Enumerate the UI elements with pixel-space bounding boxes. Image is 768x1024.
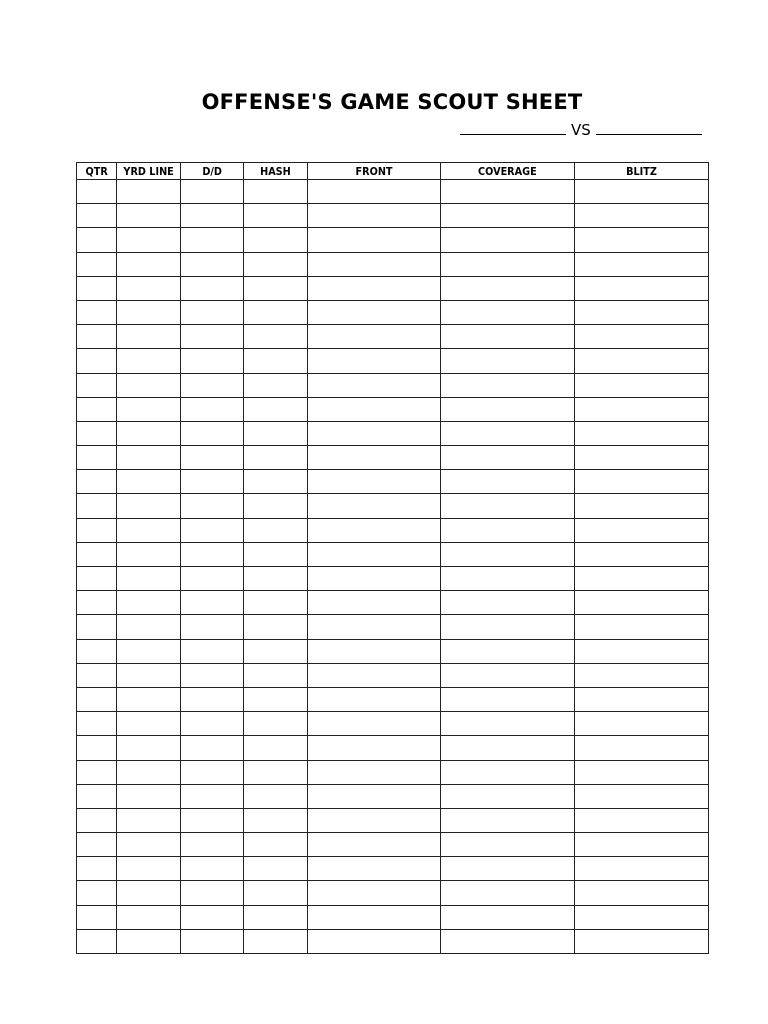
- cell-coverage[interactable]: [441, 663, 575, 687]
- cell-dd[interactable]: [181, 300, 244, 324]
- cell-front[interactable]: [308, 567, 441, 591]
- column-header-front: FRONT: [308, 163, 441, 180]
- cell-qtr[interactable]: [77, 349, 117, 373]
- cell-qtr[interactable]: [77, 446, 117, 470]
- cell-qtr[interactable]: [77, 857, 117, 881]
- cell-blitz[interactable]: [575, 373, 709, 397]
- cell-dd[interactable]: [181, 639, 244, 663]
- cell-dd[interactable]: [181, 929, 244, 953]
- cell-front[interactable]: [308, 784, 441, 808]
- cell-yrd-line[interactable]: [117, 349, 181, 373]
- table-row: [77, 446, 709, 470]
- table-row: [77, 397, 709, 421]
- cell-front[interactable]: [308, 929, 441, 953]
- cell-blitz[interactable]: [575, 905, 709, 929]
- cell-yrd-line[interactable]: [117, 567, 181, 591]
- cell-coverage[interactable]: [441, 252, 575, 276]
- cell-front[interactable]: [308, 663, 441, 687]
- cell-dd[interactable]: [181, 180, 244, 204]
- cell-front[interactable]: [308, 687, 441, 711]
- cell-front[interactable]: [308, 542, 441, 566]
- cell-hash[interactable]: [244, 180, 308, 204]
- cell-hash[interactable]: [244, 929, 308, 953]
- cell-front[interactable]: [308, 736, 441, 760]
- cell-coverage[interactable]: [441, 494, 575, 518]
- cell-qtr[interactable]: [77, 687, 117, 711]
- cell-blitz[interactable]: [575, 470, 709, 494]
- cell-coverage[interactable]: [441, 615, 575, 639]
- cell-hash[interactable]: [244, 905, 308, 929]
- cell-yrd-line[interactable]: [117, 518, 181, 542]
- cell-dd[interactable]: [181, 712, 244, 736]
- cell-coverage[interactable]: [441, 325, 575, 349]
- column-header-hash: HASH: [244, 163, 308, 180]
- cell-dd[interactable]: [181, 736, 244, 760]
- cell-qtr[interactable]: [77, 784, 117, 808]
- table-row: [77, 470, 709, 494]
- cell-yrd-line[interactable]: [117, 736, 181, 760]
- cell-blitz[interactable]: [575, 518, 709, 542]
- cell-dd[interactable]: [181, 784, 244, 808]
- cell-dd[interactable]: [181, 373, 244, 397]
- cell-coverage[interactable]: [441, 808, 575, 832]
- cell-blitz[interactable]: [575, 180, 709, 204]
- cell-coverage[interactable]: [441, 228, 575, 252]
- cell-qtr[interactable]: [77, 808, 117, 832]
- table-row: [77, 736, 709, 760]
- cell-yrd-line[interactable]: [117, 204, 181, 228]
- cell-blitz[interactable]: [575, 494, 709, 518]
- cell-qtr[interactable]: [77, 470, 117, 494]
- cell-front[interactable]: [308, 228, 441, 252]
- vs-label: VS: [571, 121, 591, 139]
- table-row: [77, 542, 709, 566]
- table-row: [77, 349, 709, 373]
- cell-front[interactable]: [308, 639, 441, 663]
- cell-hash[interactable]: [244, 397, 308, 421]
- table-row: [77, 639, 709, 663]
- cell-hash[interactable]: [244, 373, 308, 397]
- cell-coverage[interactable]: [441, 857, 575, 881]
- cell-coverage[interactable]: [441, 833, 575, 857]
- cell-front[interactable]: [308, 204, 441, 228]
- page-title: OFFENSE'S GAME SCOUT SHEET: [201, 90, 583, 114]
- cell-hash[interactable]: [244, 349, 308, 373]
- cell-coverage[interactable]: [441, 712, 575, 736]
- cell-front[interactable]: [308, 349, 441, 373]
- cell-front[interactable]: [308, 421, 441, 445]
- cell-coverage[interactable]: [441, 446, 575, 470]
- cell-front[interactable]: [308, 518, 441, 542]
- cell-qtr[interactable]: [77, 567, 117, 591]
- cell-front[interactable]: [308, 808, 441, 832]
- cell-hash[interactable]: [244, 663, 308, 687]
- cell-qtr[interactable]: [77, 736, 117, 760]
- cell-dd[interactable]: [181, 591, 244, 615]
- cell-qtr[interactable]: [77, 373, 117, 397]
- cell-front[interactable]: [308, 881, 441, 905]
- cell-front[interactable]: [308, 591, 441, 615]
- cell-coverage[interactable]: [441, 760, 575, 784]
- cell-front[interactable]: [308, 446, 441, 470]
- cell-hash[interactable]: [244, 252, 308, 276]
- cell-yrd-line[interactable]: [117, 252, 181, 276]
- cell-coverage[interactable]: [441, 591, 575, 615]
- cell-hash[interactable]: [244, 712, 308, 736]
- cell-blitz[interactable]: [575, 276, 709, 300]
- cell-yrd-line[interactable]: [117, 591, 181, 615]
- cell-blitz[interactable]: [575, 663, 709, 687]
- cell-blitz[interactable]: [575, 567, 709, 591]
- cell-blitz[interactable]: [575, 639, 709, 663]
- cell-qtr[interactable]: [77, 300, 117, 324]
- cell-coverage[interactable]: [441, 905, 575, 929]
- cell-front[interactable]: [308, 470, 441, 494]
- table-row: [77, 300, 709, 324]
- table-row: [77, 760, 709, 784]
- cell-dd[interactable]: [181, 615, 244, 639]
- cell-coverage[interactable]: [441, 300, 575, 324]
- table-row: [77, 325, 709, 349]
- cell-hash[interactable]: [244, 204, 308, 228]
- cell-yrd-line[interactable]: [117, 228, 181, 252]
- cell-dd[interactable]: [181, 881, 244, 905]
- table-row: [77, 204, 709, 228]
- cell-hash[interactable]: [244, 276, 308, 300]
- cell-yrd-line[interactable]: [117, 180, 181, 204]
- table-row: [77, 567, 709, 591]
- cell-dd[interactable]: [181, 276, 244, 300]
- table-row: [77, 276, 709, 300]
- cell-dd[interactable]: [181, 833, 244, 857]
- cell-front[interactable]: [308, 325, 441, 349]
- cell-qtr[interactable]: [77, 325, 117, 349]
- cell-yrd-line[interactable]: [117, 760, 181, 784]
- cell-qtr[interactable]: [77, 929, 117, 953]
- table-row: [77, 687, 709, 711]
- cell-qtr[interactable]: [77, 905, 117, 929]
- cell-hash[interactable]: [244, 567, 308, 591]
- table-row: [77, 518, 709, 542]
- cell-hash[interactable]: [244, 421, 308, 445]
- cell-qtr[interactable]: [77, 881, 117, 905]
- table-row: [77, 881, 709, 905]
- cell-yrd-line[interactable]: [117, 857, 181, 881]
- cell-hash[interactable]: [244, 470, 308, 494]
- column-header-qtr: QTR: [77, 163, 117, 180]
- cell-yrd-line[interactable]: [117, 833, 181, 857]
- table-header-row: [77, 163, 709, 180]
- cell-coverage[interactable]: [441, 276, 575, 300]
- cell-front[interactable]: [308, 252, 441, 276]
- cell-qtr[interactable]: [77, 518, 117, 542]
- cell-dd[interactable]: [181, 542, 244, 566]
- cell-hash[interactable]: [244, 687, 308, 711]
- cell-blitz[interactable]: [575, 325, 709, 349]
- cell-hash[interactable]: [244, 325, 308, 349]
- cell-blitz[interactable]: [575, 542, 709, 566]
- cell-front[interactable]: [308, 300, 441, 324]
- cell-coverage[interactable]: [441, 518, 575, 542]
- cell-blitz[interactable]: [575, 687, 709, 711]
- cell-yrd-line[interactable]: [117, 300, 181, 324]
- cell-coverage[interactable]: [441, 687, 575, 711]
- cell-coverage[interactable]: [441, 929, 575, 953]
- cell-hash[interactable]: [244, 760, 308, 784]
- cell-dd[interactable]: [181, 397, 244, 421]
- cell-hash[interactable]: [244, 446, 308, 470]
- table-row: [77, 663, 709, 687]
- cell-hash[interactable]: [244, 494, 308, 518]
- cell-blitz[interactable]: [575, 397, 709, 421]
- cell-yrd-line[interactable]: [117, 494, 181, 518]
- cell-yrd-line[interactable]: [117, 712, 181, 736]
- cell-front[interactable]: [308, 760, 441, 784]
- cell-front[interactable]: [308, 180, 441, 204]
- cell-blitz[interactable]: [575, 252, 709, 276]
- cell-blitz[interactable]: [575, 421, 709, 445]
- cell-blitz[interactable]: [575, 881, 709, 905]
- cell-front[interactable]: [308, 615, 441, 639]
- cell-blitz[interactable]: [575, 591, 709, 615]
- cell-front[interactable]: [308, 712, 441, 736]
- cell-yrd-line[interactable]: [117, 615, 181, 639]
- cell-qtr[interactable]: [77, 180, 117, 204]
- cell-yrd-line[interactable]: [117, 470, 181, 494]
- cell-qtr[interactable]: [77, 228, 117, 252]
- matchup-line: [460, 116, 702, 138]
- cell-dd[interactable]: [181, 857, 244, 881]
- cell-blitz[interactable]: [575, 204, 709, 228]
- cell-yrd-line[interactable]: [117, 446, 181, 470]
- cell-dd[interactable]: [181, 760, 244, 784]
- cell-front[interactable]: [308, 494, 441, 518]
- table-row: [77, 712, 709, 736]
- cell-blitz[interactable]: [575, 929, 709, 953]
- cell-yrd-line[interactable]: [117, 929, 181, 953]
- table-row: [77, 180, 709, 204]
- cell-yrd-line[interactable]: [117, 542, 181, 566]
- cell-yrd-line[interactable]: [117, 905, 181, 929]
- cell-hash[interactable]: [244, 591, 308, 615]
- cell-coverage[interactable]: [441, 639, 575, 663]
- cell-qtr[interactable]: [77, 252, 117, 276]
- cell-dd[interactable]: [181, 470, 244, 494]
- column-header-blitz: BLITZ: [575, 163, 709, 180]
- table-row: [77, 252, 709, 276]
- table-row: [77, 857, 709, 881]
- cell-hash[interactable]: [244, 808, 308, 832]
- cell-qtr[interactable]: [77, 276, 117, 300]
- cell-blitz[interactable]: [575, 228, 709, 252]
- table-row: [77, 373, 709, 397]
- cell-coverage[interactable]: [441, 373, 575, 397]
- cell-yrd-line[interactable]: [117, 397, 181, 421]
- cell-dd[interactable]: [181, 446, 244, 470]
- cell-qtr[interactable]: [77, 494, 117, 518]
- cell-qtr[interactable]: [77, 760, 117, 784]
- cell-front[interactable]: [308, 373, 441, 397]
- cell-coverage[interactable]: [441, 349, 575, 373]
- cell-coverage[interactable]: [441, 180, 575, 204]
- table-row: [77, 615, 709, 639]
- cell-qtr[interactable]: [77, 639, 117, 663]
- cell-hash[interactable]: [244, 784, 308, 808]
- cell-qtr[interactable]: [77, 712, 117, 736]
- cell-coverage[interactable]: [441, 421, 575, 445]
- cell-qtr[interactable]: [77, 833, 117, 857]
- cell-hash[interactable]: [244, 639, 308, 663]
- cell-dd[interactable]: [181, 204, 244, 228]
- cell-blitz[interactable]: [575, 615, 709, 639]
- cell-coverage[interactable]: [441, 204, 575, 228]
- cell-blitz[interactable]: [575, 712, 709, 736]
- cell-blitz[interactable]: [575, 736, 709, 760]
- cell-hash[interactable]: [244, 542, 308, 566]
- cell-coverage[interactable]: [441, 397, 575, 421]
- table-row: [77, 591, 709, 615]
- cell-hash[interactable]: [244, 518, 308, 542]
- table-row: [77, 905, 709, 929]
- table-row: [77, 421, 709, 445]
- cell-yrd-line[interactable]: [117, 687, 181, 711]
- cell-front[interactable]: [308, 833, 441, 857]
- table-row: [77, 494, 709, 518]
- table-row: [77, 784, 709, 808]
- cell-coverage[interactable]: [441, 736, 575, 760]
- table-row: [77, 833, 709, 857]
- cell-blitz[interactable]: [575, 784, 709, 808]
- cell-hash[interactable]: [244, 736, 308, 760]
- cell-coverage[interactable]: [441, 470, 575, 494]
- cell-blitz[interactable]: [575, 446, 709, 470]
- cell-dd[interactable]: [181, 687, 244, 711]
- cell-coverage[interactable]: [441, 881, 575, 905]
- cell-dd[interactable]: [181, 421, 244, 445]
- cell-blitz[interactable]: [575, 349, 709, 373]
- cell-blitz[interactable]: [575, 760, 709, 784]
- table-row: [77, 929, 709, 953]
- cell-hash[interactable]: [244, 615, 308, 639]
- cell-yrd-line[interactable]: [117, 325, 181, 349]
- cell-qtr[interactable]: [77, 615, 117, 639]
- cell-yrd-line[interactable]: [117, 784, 181, 808]
- scout-table: [76, 162, 709, 954]
- cell-yrd-line[interactable]: [117, 421, 181, 445]
- cell-dd[interactable]: [181, 808, 244, 832]
- cell-hash[interactable]: [244, 228, 308, 252]
- column-header-yrd-line: YRD LINE: [117, 163, 181, 180]
- cell-blitz[interactable]: [575, 808, 709, 832]
- cell-dd[interactable]: [181, 349, 244, 373]
- cell-dd[interactable]: [181, 663, 244, 687]
- cell-dd[interactable]: [181, 518, 244, 542]
- cell-hash[interactable]: [244, 833, 308, 857]
- cell-hash[interactable]: [244, 300, 308, 324]
- cell-hash[interactable]: [244, 881, 308, 905]
- cell-yrd-line[interactable]: [117, 663, 181, 687]
- cell-front[interactable]: [308, 905, 441, 929]
- cell-coverage[interactable]: [441, 567, 575, 591]
- home-team-blank[interactable]: [460, 133, 566, 135]
- cell-blitz[interactable]: [575, 833, 709, 857]
- cell-qtr[interactable]: [77, 421, 117, 445]
- table-body: [77, 180, 709, 954]
- cell-front[interactable]: [308, 276, 441, 300]
- away-team-blank[interactable]: [596, 133, 702, 135]
- cell-dd[interactable]: [181, 228, 244, 252]
- column-header-coverage: COVERAGE: [441, 163, 575, 180]
- cell-blitz[interactable]: [575, 857, 709, 881]
- cell-dd[interactable]: [181, 494, 244, 518]
- cell-yrd-line[interactable]: [117, 639, 181, 663]
- cell-yrd-line[interactable]: [117, 881, 181, 905]
- column-header-dd: D/D: [181, 163, 244, 180]
- cell-yrd-line[interactable]: [117, 373, 181, 397]
- cell-blitz[interactable]: [575, 300, 709, 324]
- cell-yrd-line[interactable]: [117, 808, 181, 832]
- table-row: [77, 228, 709, 252]
- cell-front[interactable]: [308, 397, 441, 421]
- cell-qtr[interactable]: [77, 397, 117, 421]
- table-row: [77, 808, 709, 832]
- cell-qtr[interactable]: [77, 663, 117, 687]
- cell-coverage[interactable]: [441, 542, 575, 566]
- cell-dd[interactable]: [181, 325, 244, 349]
- cell-dd[interactable]: [181, 905, 244, 929]
- cell-qtr[interactable]: [77, 204, 117, 228]
- cell-qtr[interactable]: [77, 591, 117, 615]
- cell-dd[interactable]: [181, 567, 244, 591]
- cell-front[interactable]: [308, 857, 441, 881]
- cell-hash[interactable]: [244, 857, 308, 881]
- cell-dd[interactable]: [181, 252, 244, 276]
- cell-yrd-line[interactable]: [117, 276, 181, 300]
- cell-qtr[interactable]: [77, 542, 117, 566]
- cell-coverage[interactable]: [441, 784, 575, 808]
